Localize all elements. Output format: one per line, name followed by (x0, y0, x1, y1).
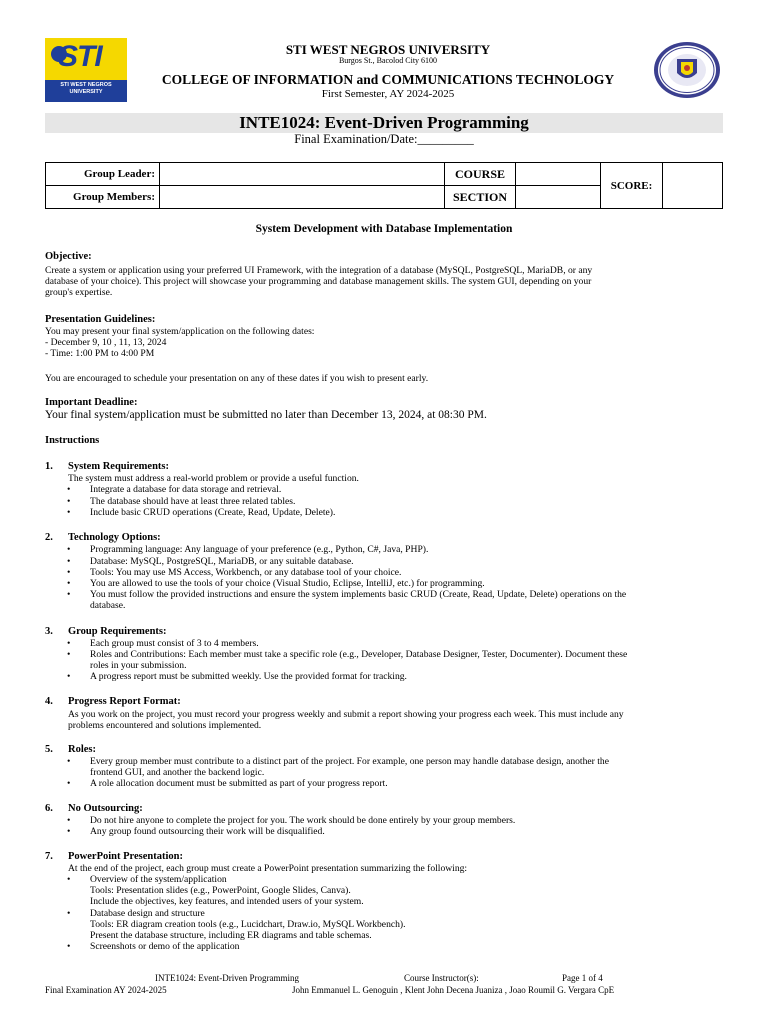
list-item: Every group member must contribute to a distinct part of the project. For example, one person may handle database design, another the (90, 756, 609, 767)
group-members-field[interactable] (160, 186, 445, 209)
list-item: You are allowed to use the tools of your choice (Visual Studio, Eclipse, IntelliJ, etc.) for programming. (90, 578, 485, 589)
final-exam-date: Final Examination/Date:_________ (294, 132, 474, 146)
list-item: Do not hire anyone to complete the project for you. The work should be done entirely by your group members. (90, 815, 516, 826)
bullet-icon: • (67, 638, 71, 649)
score-field[interactable] (663, 163, 723, 209)
bullet-icon: • (67, 544, 71, 555)
list-item: Include basic CRUD operations (Create, Read, Update, Delete). (90, 507, 336, 518)
bullet-icon: • (67, 484, 71, 495)
group-leader-label: Group Leader: (46, 163, 160, 186)
technology-options-heading: Technology Options: (68, 532, 161, 543)
list-item: frontend GUI, and another the backend logic. (90, 767, 265, 778)
logo-subtext: STI WEST NEGROS UNIVERSITY (60, 82, 112, 95)
footer-instructor-label: Course Instructor(s): (404, 973, 479, 983)
bullet-icon: • (67, 496, 71, 507)
list-item: problems encountered and solutions implemented. (68, 720, 262, 731)
bullet-icon: • (67, 908, 71, 919)
presentation-note: You are encouraged to schedule your presentation on any of these dates if you wish to present early. (45, 373, 429, 384)
footer-exam: Final Examination AY 2024-2025 (45, 985, 167, 995)
objective-heading: Objective: (45, 251, 92, 262)
section-field[interactable] (516, 186, 601, 209)
presentation-dates: - December 9, 10 , 11, 13, 2024 (45, 337, 167, 348)
list-item: A progress report must be submitted weekly. Use the provided format for tracking. (90, 671, 407, 682)
footer-page-number: Page 1 of 4 (562, 973, 603, 983)
section-label: SECTION (445, 186, 516, 209)
list-item: Tools: Presentation slides (e.g., PowerPoint, Google Slides, Canva). (90, 885, 351, 896)
footer-course: INTE1024: Event-Driven Programming (155, 973, 299, 983)
university-name: STI WEST NEGROS UNIVERSITY (285, 42, 491, 57)
bullet-icon: • (67, 756, 71, 767)
bullet-icon: • (67, 815, 71, 826)
logo-text: STI (58, 40, 102, 73)
course-label: COURSE (445, 163, 516, 186)
list-item: At the end of the project, each group must create a PowerPoint presentation summarizing the following: (68, 863, 468, 874)
semester: First Semester, AY 2024-2025 (321, 88, 455, 100)
course-field[interactable] (516, 163, 601, 186)
presentation-time: - Time: 1:00 PM to 4:00 PM (45, 348, 155, 359)
section-title: System Development with Database Implementation (255, 223, 513, 235)
no-outsourcing-heading: No Outsourcing: (68, 803, 143, 814)
list-item: roles in your submission. (90, 660, 187, 671)
item-number: 6. (45, 803, 53, 814)
bullet-icon: • (67, 874, 71, 885)
item-number: 1. (45, 461, 53, 472)
bullet-icon: • (67, 671, 71, 682)
deadline-text: Your final system/application must be submitted no later than December 13, 2024, at 08:30 PM. (45, 409, 487, 421)
instructions-heading: Instructions (45, 435, 100, 446)
group-info-table (45, 162, 723, 209)
list-item: Any group found outsourcing their work will be disqualified. (90, 826, 325, 837)
bullet-icon: • (67, 941, 71, 952)
bullet-icon: • (67, 826, 71, 837)
list-item: Overview of the system/application (90, 874, 227, 885)
bullet-icon: • (67, 507, 71, 518)
list-item: Database: MySQL, PostgreSQL, MariaDB, or any suitable database. (90, 556, 354, 567)
bullet-icon: • (67, 778, 71, 789)
list-item: Each group must consist of 3 to 4 members. (90, 638, 259, 649)
presentation-heading: Presentation Guidelines: (45, 314, 156, 325)
powerpoint-heading: PowerPoint Presentation: (68, 851, 183, 862)
course-title: INTE1024: Event-Driven Programming (239, 113, 529, 132)
list-item: Roles and Contributions: Each member must take a specific role (e.g., Developer, Database Designer, Tester, Documenter). Document these (90, 649, 628, 660)
list-item: The database should have at least three related tables. (90, 496, 296, 507)
college-seal-icon (653, 41, 721, 99)
objective-line-3: group's expertise. (45, 287, 113, 298)
bullet-icon: • (67, 589, 71, 600)
list-item: Include the objectives, key features, and intended users of your system. (90, 896, 364, 907)
roles-heading: Roles: (68, 744, 96, 755)
list-item: Present the database structure, including ER diagrams and table schemas. (90, 930, 372, 941)
list-item: Tools: ER diagram creation tools (e.g., Lucidchart, Draw.io, MySQL Workbench). (90, 919, 406, 930)
objective-line-1: Create a system or application using your preferred UI Framework, with the integration of a database (MySQL, PostgreSQL, MariaDB, or any (45, 265, 593, 276)
score-label: SCORE: (601, 163, 663, 209)
bullet-icon: • (67, 649, 71, 660)
list-item: As you work on the project, you must record your progress weekly and submit a report showing your progress each week. This must include any (68, 709, 624, 720)
bullet-icon: • (67, 578, 71, 589)
item-number: 4. (45, 696, 53, 707)
deadline-heading: Important Deadline: (45, 397, 138, 408)
item-number: 5. (45, 744, 53, 755)
group-leader-field[interactable] (160, 163, 445, 186)
list-item: Integrate a database for data storage and retrieval. (90, 484, 282, 495)
list-item: Programming language: Any language of your preference (e.g., Python, C#, Java, PHP). (90, 544, 429, 555)
list-item: The system must address a real-world problem or provide a useful function. (68, 473, 359, 484)
college-name: COLLEGE OF INFORMATION and COMMUNICATIONS TECHNOLOGY (161, 72, 615, 87)
list-item: database. (90, 600, 126, 611)
item-number: 2. (45, 532, 53, 543)
presentation-intro: You may present your final system/application on the following dates: (45, 326, 315, 337)
university-address: Burgos St., Bacolod City 6100 (338, 56, 438, 65)
sti-logo (45, 38, 127, 102)
bullet-icon: • (67, 567, 71, 578)
group-members-label: Group Members: (46, 186, 160, 209)
group-requirements-heading: Group Requirements: (68, 626, 167, 637)
item-number: 7. (45, 851, 53, 862)
list-item: Database design and structure (90, 908, 205, 919)
list-item: Tools: You may use MS Access, Workbench, or any database tool of your choice. (90, 567, 402, 578)
system-requirements-heading: System Requirements: (68, 461, 170, 472)
progress-report-heading: Progress Report Format: (68, 696, 181, 707)
item-number: 3. (45, 626, 53, 637)
bullet-icon: • (67, 556, 71, 567)
list-item: You must follow the provided instructions and ensure the system implements basic CRUD (Create, Read, Update, Delete) operations on the (90, 589, 627, 600)
objective-line-2: database of your choice). This project will showcase your programming and database management skills. The system GUI, depending on your (45, 276, 592, 287)
footer-instructors: John Emmanuel L. Genoguin , Klent John Decena Juaniza , Joao Roumil G. Vergara CpE (292, 985, 615, 995)
list-item: Screenshots or demo of the application (90, 941, 240, 952)
list-item: A role allocation document must be submitted as part of your progress report. (90, 778, 388, 789)
